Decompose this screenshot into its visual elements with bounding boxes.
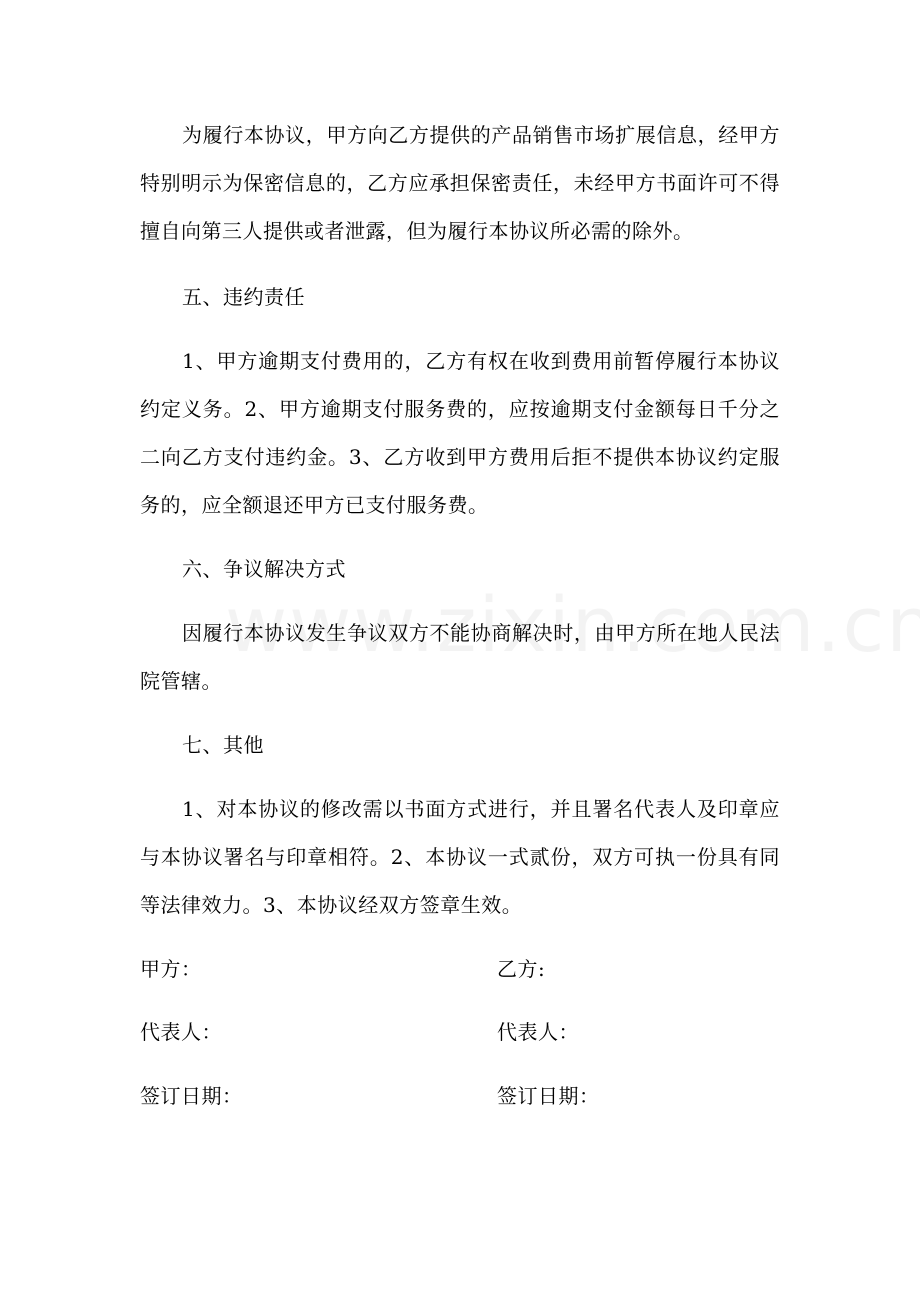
section-6-heading: 六、争议解决方式 [182, 557, 346, 581]
section-7-heading: 七、其他 [182, 733, 264, 757]
representative-a-label: 代表人： [140, 1020, 222, 1044]
signing-date-b-label: 签订日期： [497, 1084, 600, 1108]
section-5-body: 1、甲方逾期支付费用的，乙方有权在收到费用前暂停履行本协议约定义务。2、甲方逾期支付服务费的，应按逾期支付金额每日千分之二向乙方支付违约金。3、乙方收到甲方费用后拒不提供本协议约定服务的，应全额退还甲方已支付服务费。 [140, 349, 780, 517]
party-b-label: 乙方: [497, 957, 546, 981]
representative-b-label: 代表人： [497, 1020, 579, 1044]
party-a-label: 甲方： [140, 957, 202, 981]
section-5-heading: 五、违约责任 [182, 285, 305, 309]
section-6-body: 因履行本协议发生争议双方不能协商解决时，由甲方所在地人民法院管辖。 [140, 621, 780, 693]
section-7-body: 1、对本协议的修改需以书面方式进行，并且署名代表人及印章应与本协议署名与印章相符。2、本协议一式贰份，双方可执一份具有同等法律效力。3、本协议经双方签章生效。 [140, 797, 780, 917]
signing-date-a-label: 签订日期： [140, 1084, 243, 1108]
confidentiality-paragraph: 为履行本协议，甲方向乙方提供的产品销售市场扩展信息，经甲方特别明示为保密信息的，乙方应承担保密责任，未经甲方书面许可不得擅自向第三人提供或者泄露，但为履行本协议所必需的除外。 [140, 123, 780, 243]
